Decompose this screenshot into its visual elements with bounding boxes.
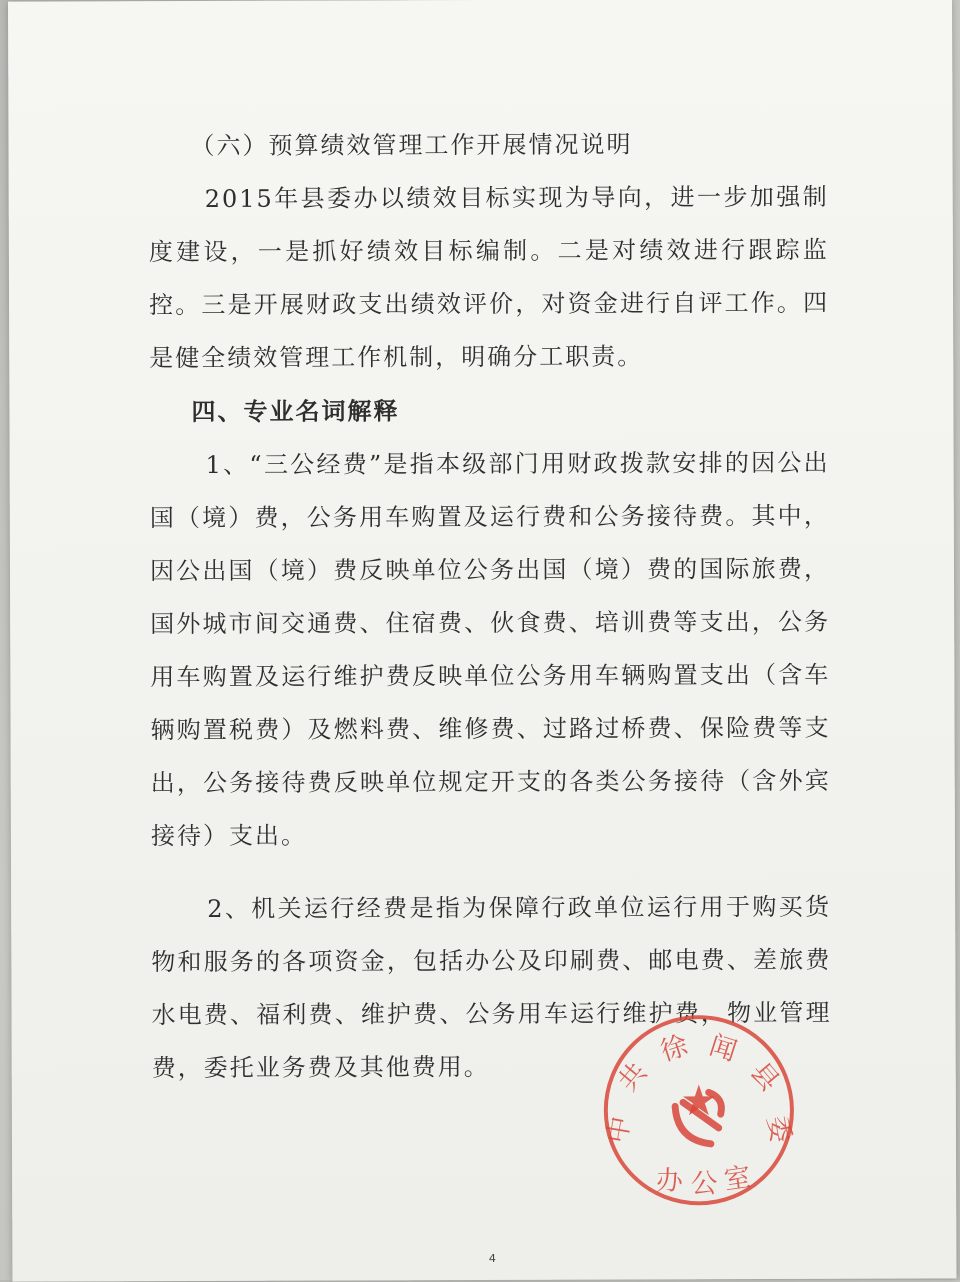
svg-text:闻: 闻 bbox=[705, 1029, 741, 1068]
section-heading: 四、专业名词解释 bbox=[191, 396, 400, 427]
official-seal-icon bbox=[600, 1011, 799, 1210]
svg-text:共: 共 bbox=[612, 1057, 654, 1098]
svg-text:办: 办 bbox=[656, 1165, 683, 1197]
page-number: 4 bbox=[488, 1251, 496, 1265]
document-body bbox=[148, 117, 832, 1098]
svg-text:县: 县 bbox=[744, 1056, 786, 1098]
performance-paragraph: 2015年县委办以绩效目标实现为导向，进一步加强制度建设，一是抓好绩效目标编制。二是对绩效进行跟踪监控。三是开展财政支出绩效评价，对资金进行自评工作。四是健全绩效管理工作机制，明确分工职责。 bbox=[148, 182, 830, 373]
svg-text:公: 公 bbox=[690, 1168, 718, 1200]
subsection-heading: （六）预算绩效管理工作开展情况说明 bbox=[190, 130, 633, 161]
document-page bbox=[8, 0, 956, 1282]
svg-text:委: 委 bbox=[760, 1113, 797, 1146]
three-public-expenses-paragraph: 1、“三公经费”是指本级部门用财政拨款安排的因公出国（境）费，公务用车购置及运行费和公务接待费。其中，因公出国（境）费反映单位公务出国（境）费的国际旅费，国外城市间交通费、住宿费、伙食费、培训费等支出，公务用车购置及运行维护费反映单位公务用车辆购置支出（含车辆购置税费）及燃料费、维修费、过路过桥费、保险费等支出，公务接待费反映单位规定开支的各类公务接待（含外宾接待）支出。 bbox=[149, 448, 831, 851]
svg-text:室: 室 bbox=[722, 1161, 753, 1197]
svg-text:中: 中 bbox=[601, 1114, 637, 1146]
svg-text:徐: 徐 bbox=[656, 1029, 692, 1068]
operating-expenses-paragraph: 2、机关运行经费是指为保障行政单位运行用于购买货物和服务的各项资金，包括办公及印刷费、邮电费、差旅费水电费、福利费、维护费、公务用车运行维护费，物业管理费，委托业务费及其他费用。 bbox=[151, 892, 832, 1083]
